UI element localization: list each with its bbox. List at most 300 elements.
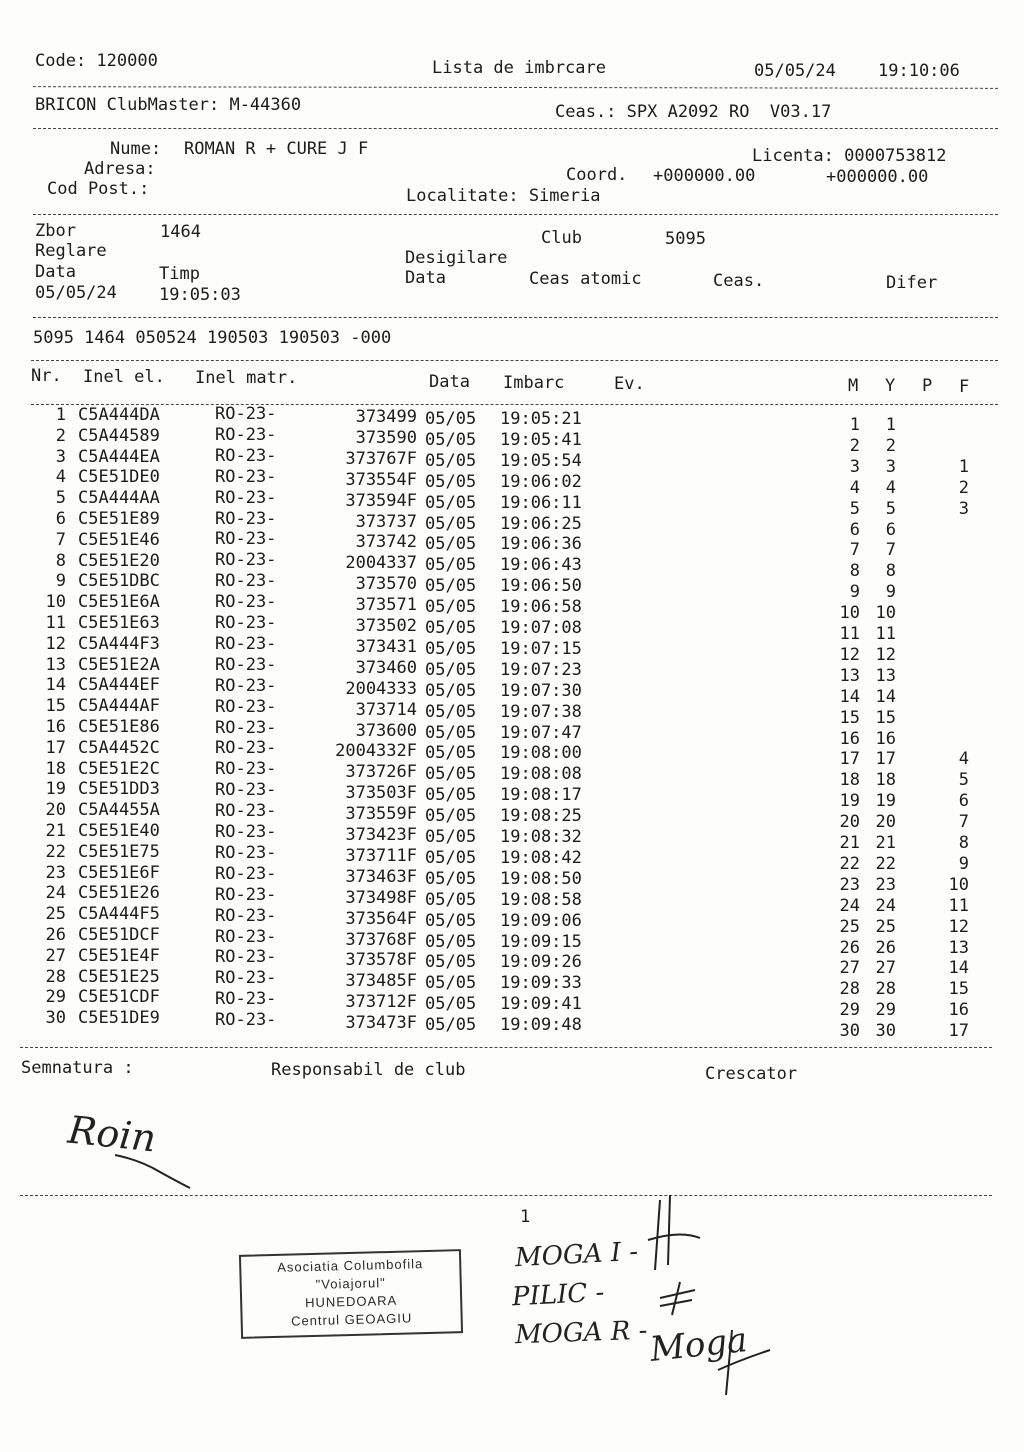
y-count: 17 (875, 749, 896, 770)
basket-time: 19:06:02 (500, 471, 582, 492)
basket-time: 19:08:58 (500, 889, 582, 910)
divider (33, 128, 998, 129)
coord-x: +000000.00 (653, 166, 756, 186)
basket-time: 19:06:36 (500, 534, 582, 555)
basket-date: 05/05 (425, 555, 477, 576)
row-number: 22 (45, 841, 66, 862)
reglare-timp-label: Timp (159, 264, 200, 284)
basket-time: 19:07:15 (500, 638, 582, 659)
basket-time: 19:09:26 (500, 952, 582, 973)
basket-time: 19:08:42 (500, 847, 582, 868)
signature-left-text: Roin (65, 1107, 159, 1161)
hand-sig-3-text: Moga (648, 1320, 750, 1370)
stamp-line-4: Centrul GEOAGIU (290, 1310, 413, 1329)
f-count: 2 (958, 477, 969, 498)
y-count: 22 (875, 853, 896, 874)
row-number: 10 (45, 592, 66, 613)
ring-prefix: RO-23- (215, 404, 277, 424)
ring-number: 373498F (345, 887, 417, 908)
col-m: M (848, 376, 859, 396)
basket-time: 19:08:32 (500, 827, 582, 847)
row-number: 25 (45, 904, 66, 925)
basket-date: 05/05 (425, 492, 477, 513)
ring-prefix: RO-23- (215, 863, 277, 884)
m-count: 4 (849, 477, 860, 498)
basket-time: 19:09:48 (500, 1015, 582, 1036)
ring-prefix: RO-23- (215, 947, 277, 968)
col-imbarc: Imbarc (503, 373, 565, 393)
y-count: 7 (885, 540, 896, 561)
col-ev: Ev. (614, 374, 645, 394)
code-label: Code: 120000 (35, 51, 158, 71)
electronic-ring: C5A444DA (78, 405, 160, 425)
m-count: 28 (839, 979, 860, 1000)
basket-date: 05/05 (425, 868, 477, 889)
f-count: 3 (958, 498, 969, 519)
basket-time: 19:09:06 (500, 910, 582, 931)
m-count: 23 (839, 874, 860, 895)
ceas-atomic-label: Ceas atomic (529, 269, 642, 289)
ring-prefix: RO-23- (215, 801, 277, 822)
basket-date: 05/05 (425, 471, 477, 492)
m-count: 20 (839, 812, 860, 833)
ring-prefix: RO-23- (215, 571, 277, 592)
ring-number: 373570 (355, 574, 417, 595)
electronic-ring: C5E51E2A (78, 654, 160, 675)
difer-label: Difer (886, 273, 938, 293)
row-number: 5 (55, 488, 66, 509)
m-count: 16 (839, 728, 860, 749)
m-count: 6 (849, 519, 860, 540)
m-count: 22 (839, 853, 860, 874)
y-count: 18 (875, 770, 896, 791)
m-count: 18 (839, 770, 860, 791)
electronic-ring: C5E51DBC (78, 571, 160, 592)
electronic-ring: C5E51E6A (78, 592, 160, 613)
electronic-ring: C5E51DCF (78, 924, 160, 945)
f-count: 4 (958, 749, 969, 770)
electronic-ring: C5E51DE0 (78, 467, 160, 488)
ring-prefix: RO-23- (215, 424, 277, 445)
basket-date: 05/05 (425, 409, 477, 429)
f-count: 10 (948, 874, 969, 895)
ring-number: 373768F (345, 929, 417, 950)
ring-number: 373711F (345, 845, 417, 866)
m-count: 9 (849, 582, 860, 603)
ring-number: 373590 (355, 427, 417, 448)
basket-time: 19:08:08 (500, 764, 582, 785)
ring-number: 373463F (345, 866, 417, 887)
row-number: 20 (45, 800, 66, 821)
y-count: 21 (875, 833, 896, 853)
y-count: 25 (875, 916, 896, 937)
basket-date: 05/05 (425, 910, 477, 931)
club-stamp (239, 1249, 463, 1339)
desig-data-label: Data (405, 268, 446, 288)
divider (31, 360, 998, 361)
basket-date: 05/05 (425, 994, 477, 1015)
ring-prefix: RO-23- (215, 780, 277, 801)
y-count: 30 (875, 1021, 896, 1042)
ring-prefix: RO-23- (215, 822, 277, 842)
ring-number: 373714 (355, 699, 417, 720)
ring-number: 373423F (345, 825, 417, 845)
divider (33, 317, 998, 318)
reglare-data-label: Data (35, 262, 76, 282)
electronic-ring: C5E51E2C (78, 758, 160, 779)
f-count: 9 (958, 853, 969, 874)
basket-time: 19:07:38 (500, 701, 582, 722)
ring-number: 373726F (345, 762, 417, 783)
basket-date: 05/05 (425, 847, 477, 868)
electronic-ring: C5E51E20 (78, 550, 160, 571)
club-label: Club (541, 228, 582, 248)
document-title: Lista de imbrcare (432, 58, 606, 78)
y-count: 8 (885, 561, 896, 582)
divider (33, 214, 998, 215)
electronic-ring: C5E51E63 (78, 612, 160, 633)
col-p: P (922, 376, 933, 396)
locality: Localitate: Simeria (406, 186, 601, 206)
row-number: 18 (45, 758, 66, 779)
row-number: 6 (55, 508, 66, 529)
basket-date: 05/05 (425, 597, 477, 618)
ring-prefix: RO-23- (215, 926, 277, 947)
electronic-ring: C5A44589 (78, 425, 160, 446)
electronic-ring: C5E51E75 (78, 841, 160, 862)
ring-prefix: RO-23- (215, 466, 277, 487)
ring-number: 373594F (345, 490, 417, 511)
m-count: 3 (849, 456, 860, 477)
signature-scribble (620, 1190, 780, 1400)
ring-number: 373737 (355, 511, 417, 532)
m-count: 8 (849, 561, 860, 582)
row-number: 3 (55, 446, 66, 467)
electronic-ring: C5E51DD3 (78, 779, 160, 800)
y-count: 24 (875, 895, 896, 916)
y-count: 4 (885, 477, 896, 498)
col-data: Data (429, 372, 470, 392)
electronic-ring: C5E51DE9 (78, 1008, 160, 1029)
y-count: 6 (885, 519, 896, 540)
basket-time: 19:06:50 (500, 576, 582, 597)
signature-label: Semnatura : (21, 1058, 134, 1078)
y-count: 29 (875, 1000, 896, 1021)
ring-number: 373571 (355, 595, 417, 616)
ring-prefix: RO-23- (215, 654, 277, 675)
basket-time: 19:05:41 (500, 429, 582, 450)
electronic-ring: C5E51E89 (78, 508, 160, 529)
adresa-label: Adresa: (84, 159, 156, 179)
col-y: Y (885, 376, 896, 396)
y-count: 9 (885, 582, 896, 603)
ceas-label: Ceas. (713, 271, 765, 291)
ring-prefix: RO-23- (215, 675, 277, 696)
row-number: 17 (45, 737, 66, 758)
row-number: 4 (55, 467, 66, 488)
nume-label: Nume: (110, 139, 162, 159)
basket-date: 05/05 (425, 973, 477, 994)
stamp-line-1: Asociatia Columbofila (277, 1256, 424, 1275)
table-row (0, 404, 1024, 435)
clock-id: Ceas.: SPX A2092 RO V03.17 (555, 102, 832, 122)
row-number: 12 (45, 633, 66, 654)
hand-line-1-text: MOGA I - (514, 1236, 639, 1274)
owner-name: ROMAN R + CURE J F (184, 139, 369, 159)
m-count: 19 (839, 791, 860, 812)
ring-number: 373485F (345, 971, 417, 992)
row-number: 27 (45, 945, 66, 966)
row-number: 2 (55, 425, 66, 446)
ring-prefix: RO-23- (215, 905, 277, 926)
electronic-ring: C5E51E26 (78, 883, 160, 904)
col-nr: Nr. (31, 366, 62, 386)
f-count: 17 (948, 1021, 969, 1042)
basket-date: 05/05 (425, 701, 477, 722)
handwritten-line-2 (511, 1278, 605, 1313)
electronic-ring: C5A444F5 (78, 904, 160, 925)
reglare-data: 05/05/24 (35, 283, 117, 303)
divider (20, 1047, 992, 1048)
ring-number: 373600 (355, 720, 417, 741)
ring-prefix: RO-23- (215, 717, 277, 738)
basket-time: 19:08:25 (500, 806, 582, 827)
basket-time: 19:05:21 (500, 409, 582, 429)
m-count: 1 (849, 415, 860, 435)
basket-date: 05/05 (425, 429, 477, 450)
y-count: 1 (885, 415, 896, 435)
y-count: 26 (875, 937, 896, 958)
col-inel-matr: Inel matr. (195, 368, 298, 388)
basket-date: 05/05 (425, 618, 477, 638)
cod-post-label: Cod Post.: (47, 179, 150, 199)
hand-line-2-text: PILIC - (511, 1277, 605, 1313)
m-count: 13 (839, 665, 860, 686)
electronic-ring: C5A444AF (78, 696, 160, 717)
basket-time: 19:07:08 (500, 618, 582, 638)
ring-number: 2004333 (345, 678, 417, 699)
row-number: 29 (45, 987, 66, 1008)
row-number: 13 (45, 654, 66, 675)
basket-date: 05/05 (425, 889, 477, 910)
basket-time: 19:06:11 (500, 492, 582, 513)
row-number: 11 (45, 612, 66, 633)
basket-date: 05/05 (425, 680, 477, 701)
ring-prefix: RO-23- (215, 529, 277, 550)
basket-date: 05/05 (425, 764, 477, 785)
y-count: 12 (875, 644, 896, 665)
basket-time: 19:08:17 (500, 785, 582, 806)
ring-number: 373554F (345, 469, 417, 490)
reglare-label: Reglare (35, 241, 107, 261)
print-time: 19:10:06 (878, 61, 960, 81)
basket-time: 19:07:30 (500, 680, 582, 701)
electronic-ring: C5E51CDF (78, 987, 160, 1008)
row-number: 1 (55, 405, 66, 425)
f-count: 5 (958, 770, 969, 791)
basket-date: 05/05 (425, 1015, 477, 1036)
m-count: 10 (839, 603, 860, 624)
page-number: 1 (520, 1207, 531, 1227)
y-count: 11 (875, 624, 896, 644)
y-count: 15 (875, 707, 896, 728)
m-count: 29 (839, 1000, 860, 1021)
electronic-ring: C5E51E46 (78, 529, 160, 550)
stamp-line-3: HUNEDOARA (304, 1292, 398, 1311)
ring-prefix: RO-23- (215, 613, 277, 633)
m-count: 14 (839, 686, 860, 707)
ring-number: 373502 (355, 616, 417, 636)
ring-number: 373473F (345, 1013, 417, 1034)
col-inel-el: Inel el. (83, 367, 165, 387)
f-count: 15 (948, 979, 969, 1000)
basket-date: 05/05 (425, 827, 477, 847)
basket-time: 19:07:23 (500, 659, 582, 680)
club-responsible-label: Responsabil de club (271, 1060, 466, 1080)
electronic-ring: C5E51E86 (78, 716, 160, 737)
row-number: 21 (45, 820, 66, 841)
basket-date: 05/05 (425, 534, 477, 555)
ring-number: 373431 (355, 636, 417, 657)
m-count: 30 (839, 1021, 860, 1042)
basket-time: 19:05:54 (500, 450, 582, 471)
electronic-ring: C5A4455A (78, 800, 160, 821)
coord-y: +000000.00 (826, 167, 929, 187)
club-number: 5095 (665, 229, 706, 249)
m-count: 24 (839, 895, 860, 916)
m-count: 5 (849, 498, 860, 519)
row-number: 24 (45, 883, 66, 904)
ring-prefix: RO-23- (215, 842, 277, 863)
f-count: 1 (958, 456, 969, 477)
y-count: 23 (875, 874, 896, 895)
basket-date: 05/05 (425, 659, 477, 680)
ring-prefix: RO-23- (215, 487, 277, 508)
row-number: 7 (55, 529, 66, 550)
basket-date: 05/05 (425, 513, 477, 534)
m-count: 11 (839, 624, 860, 644)
zbor-label: Zbor (35, 221, 76, 241)
m-count: 2 (849, 435, 860, 456)
f-count: 11 (948, 895, 969, 916)
licence-number: Licenta: 0000753812 (752, 146, 947, 166)
desigilare-label: Desigilare (405, 248, 508, 268)
basket-time: 19:09:33 (500, 973, 582, 994)
breeder-label: Crescator (705, 1064, 798, 1084)
basket-date: 05/05 (425, 806, 477, 827)
basket-time: 19:09:41 (500, 994, 582, 1015)
ring-prefix: RO-23- (215, 738, 277, 759)
electronic-ring: C5A444EF (78, 675, 160, 696)
y-count: 2 (885, 435, 896, 456)
y-count: 5 (885, 498, 896, 519)
f-count: 8 (958, 833, 969, 853)
ring-number: 2004332F (335, 741, 417, 762)
row-number: 30 (45, 1008, 66, 1029)
ring-number: 373564F (345, 908, 417, 929)
basket-time: 19:07:47 (500, 722, 582, 743)
divider (20, 1195, 992, 1196)
ring-number: 373499 (355, 407, 417, 427)
basket-date: 05/05 (425, 722, 477, 743)
flight-number: 1464 (160, 222, 201, 242)
col-f: F (959, 377, 970, 397)
basket-time: 19:06:43 (500, 555, 582, 576)
coord-label: Coord. (566, 165, 628, 185)
electronic-ring: C5E51E25 (78, 966, 160, 987)
electronic-ring: C5E51E40 (78, 820, 160, 841)
divider (33, 86, 998, 89)
ring-number: 373503F (345, 783, 417, 804)
ring-number: 373767F (345, 448, 417, 469)
y-count: 20 (875, 812, 896, 833)
basket-date: 05/05 (425, 785, 477, 806)
y-count: 10 (875, 603, 896, 624)
hand-line-3-text: MOGA R - (514, 1315, 648, 1351)
basket-date: 05/05 (425, 931, 477, 952)
f-count: 16 (948, 1000, 969, 1021)
m-count: 12 (839, 644, 860, 665)
basket-time: 19:08:00 (500, 743, 582, 764)
ring-number: 373460 (355, 657, 417, 678)
m-count: 7 (849, 540, 860, 561)
table-row (0, 445, 1024, 477)
electronic-ring: C5A444AA (78, 488, 160, 509)
ring-number: 2004337 (345, 553, 417, 574)
y-count: 27 (875, 958, 896, 979)
ring-prefix: RO-23- (215, 696, 277, 717)
basket-date: 05/05 (425, 952, 477, 973)
electronic-ring: C5E51E6F (78, 862, 160, 883)
row-number: 19 (45, 779, 66, 800)
m-count: 26 (839, 937, 860, 958)
basket-date: 05/05 (425, 576, 477, 597)
row-number: 9 (55, 571, 66, 592)
m-count: 25 (839, 916, 860, 937)
y-count: 19 (875, 791, 896, 812)
row-number: 8 (55, 550, 66, 571)
ring-prefix: RO-23- (215, 884, 277, 905)
ring-number: 373742 (355, 532, 417, 553)
reglare-timp: 19:05:03 (159, 285, 241, 305)
y-count: 13 (875, 665, 896, 686)
f-count: 14 (948, 958, 969, 979)
basket-date: 05/05 (425, 638, 477, 659)
y-count: 3 (885, 456, 896, 477)
ring-number: 373559F (345, 804, 417, 825)
m-count: 27 (839, 958, 860, 979)
ring-prefix: RO-23- (215, 592, 277, 613)
row-number: 26 (45, 924, 66, 945)
electronic-ring: C5A444EA (78, 446, 160, 467)
electronic-ring: C5A4452C (78, 737, 160, 758)
ring-prefix: RO-23- (215, 633, 277, 654)
m-count: 21 (839, 833, 860, 853)
ring-prefix: RO-23- (215, 989, 277, 1010)
summary-code-line: 5095 1464 050524 190503 190503 -000 (33, 328, 392, 348)
m-count: 15 (839, 707, 860, 728)
f-count: 13 (948, 937, 969, 958)
ring-prefix: RO-23- (215, 759, 277, 780)
m-count: 17 (839, 749, 860, 770)
row-number: 23 (45, 862, 66, 883)
y-count: 16 (875, 728, 896, 749)
row-number: 16 (45, 716, 66, 737)
electronic-ring: C5A444F3 (78, 633, 160, 654)
clubmaster-id: BRICON ClubMaster: M-44360 (35, 95, 302, 115)
f-count: 6 (958, 791, 969, 812)
basket-time: 19:09:15 (500, 931, 582, 952)
